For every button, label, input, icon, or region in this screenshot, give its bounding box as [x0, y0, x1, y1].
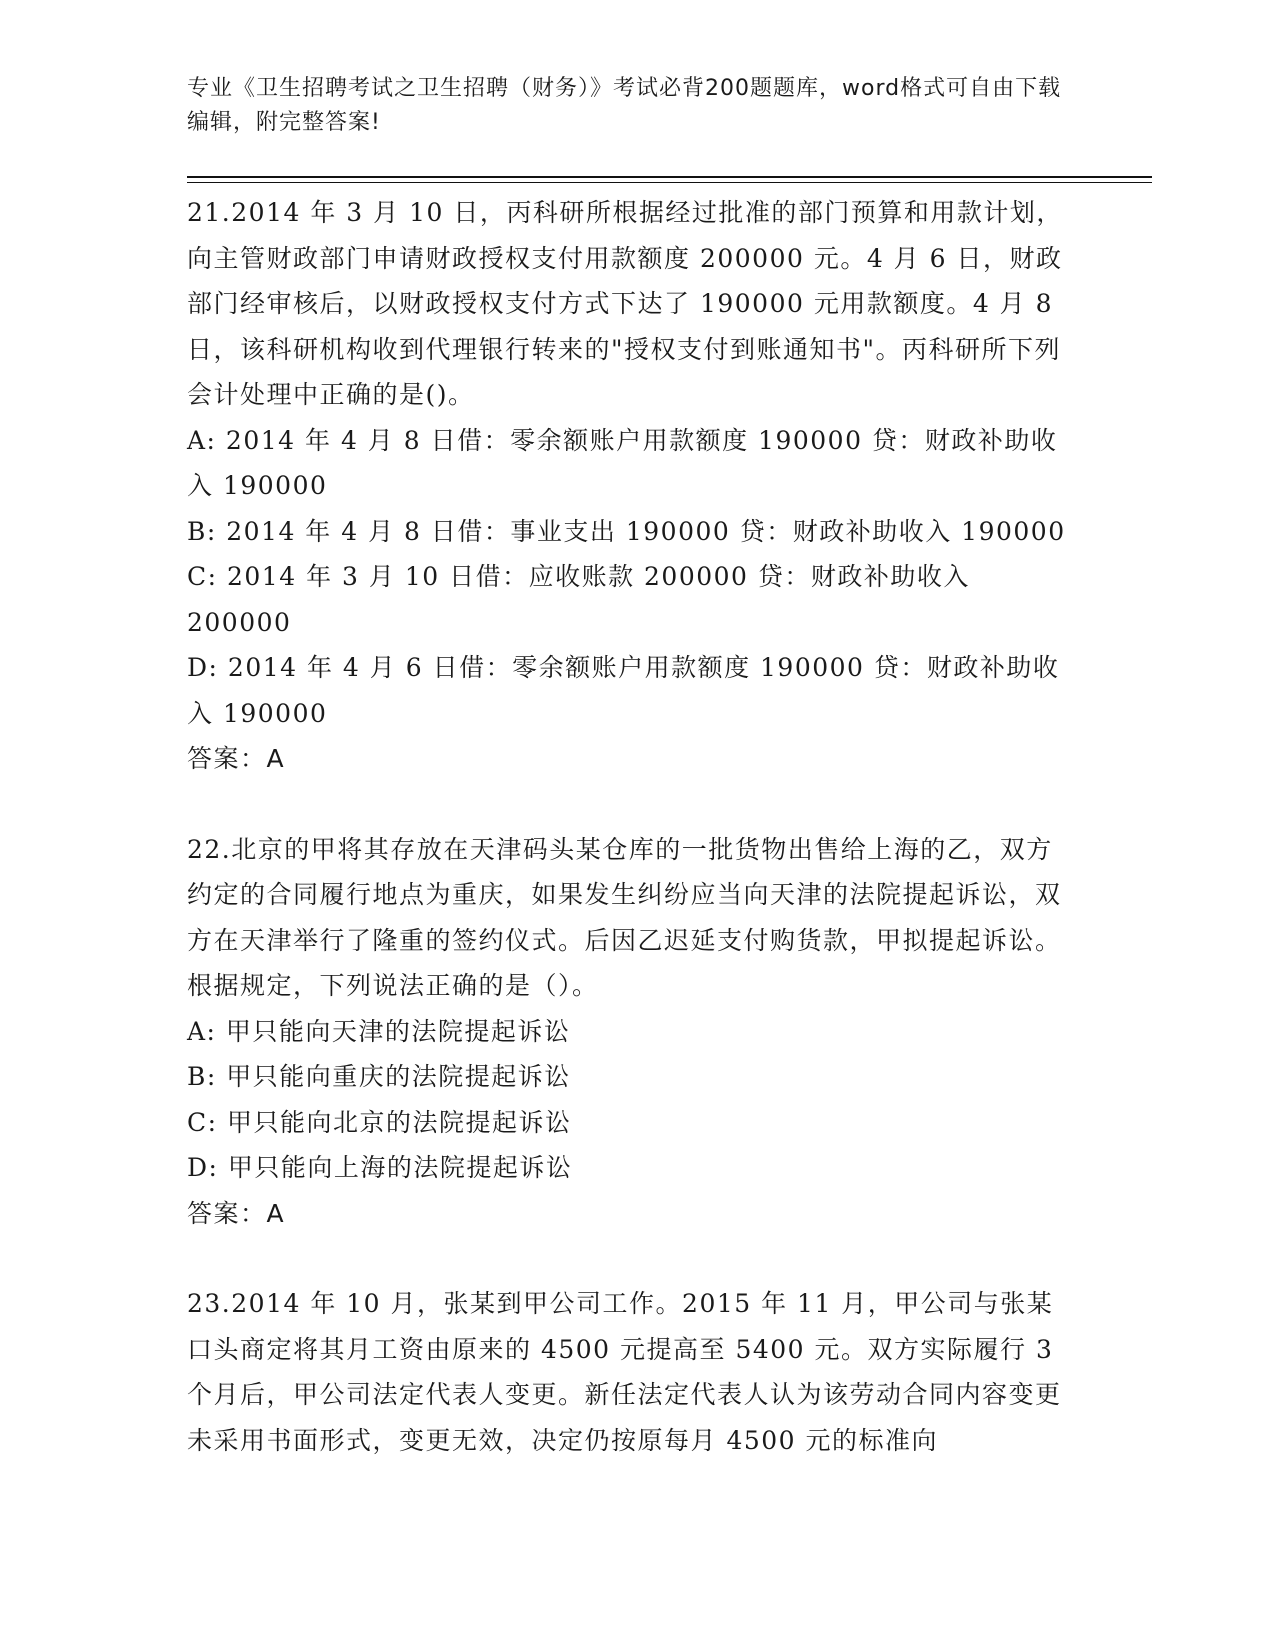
option-b: B: 2014 年 4 月 8 日借：事业支出 190000 贷：财政补助收入 190000	[187, 516, 1066, 546]
header-divider-thick	[187, 176, 1152, 178]
option-a: A: 2014 年 4 月 8 日借：零余额账户用款额度 190000 贷：财政补助收入 190000	[187, 425, 1058, 500]
answer-value: A	[266, 744, 286, 773]
option-a: A: 甲只能向天津的法院提起诉讼	[187, 1016, 571, 1046]
header-divider-thin	[187, 182, 1152, 183]
question-stem: 22.北京的甲将其存放在天津码头某仓库的一批货物出售给上海的乙，双方约定的合同履行地点为重庆，如果发生纠纷应当向天津的法院提起诉讼，双方在天津举行了隆重的签约仪式。后因乙迟延支付购货款，甲拟提起诉讼。根据规定，下列说法正确的是（）。	[187, 834, 1062, 1000]
option-b: B: 甲只能向重庆的法院提起诉讼	[187, 1062, 571, 1091]
option-d: D: 2014 年 4 月 6 日借：零余额账户用款额度 190000 贷：财政补助收入 190000	[187, 653, 1060, 728]
question-stem: 21.2014 年 3 月 10 日，丙科研所根据经过批准的部门预算和用款计划，向主管财政部门申请财政授权支付用款额度 200000 元。4 月 6 日，财政部门经审核后，以财政授权支付方式下达了 190000 元用款额度。4 月 8 日，该科研机构收到代理银行转来的"授权支付到账通知书"。丙科研所下列会计处理中正确的是()。	[187, 198, 1063, 409]
answer-value: A	[266, 1198, 286, 1228]
option-d: D: 甲只能向上海的法院提起诉讼	[187, 1153, 573, 1182]
option-c: C: 甲只能向北京的法院提起诉讼	[187, 1107, 572, 1137]
question-22	[187, 827, 1077, 1237]
question-23	[187, 1281, 1077, 1463]
answer-line	[187, 1191, 1077, 1237]
question-list	[187, 190, 1077, 1508]
answer-label: 答案：	[187, 1198, 267, 1228]
option-c: C: 2014 年 3 月 10 日借：应收账款 200000 贷：财政补助收入 200000	[187, 562, 970, 637]
question-stem: 23.2014 年 10 月，张某到甲公司工作。2015 年 11 月，甲公司与张某口头商定将其月工资由原来的 4500 元提高至 5400 元。双方实际履行 3 个月后，甲公司法定代表人变更。新任法定代表人认为该劳动合同内容变更未采用书面形式，变更无效，决定仍按原每月 4500 元的标准向	[187, 1289, 1062, 1455]
question-21	[187, 190, 1077, 782]
answer-line	[187, 736, 1077, 782]
answer-label: 答案：	[187, 744, 267, 773]
page-header-title: 专业《卫生招聘考试之卫生招聘（财务）》考试必背200题题库，word格式可自由下载编辑，附完整答案!	[187, 76, 1062, 135]
